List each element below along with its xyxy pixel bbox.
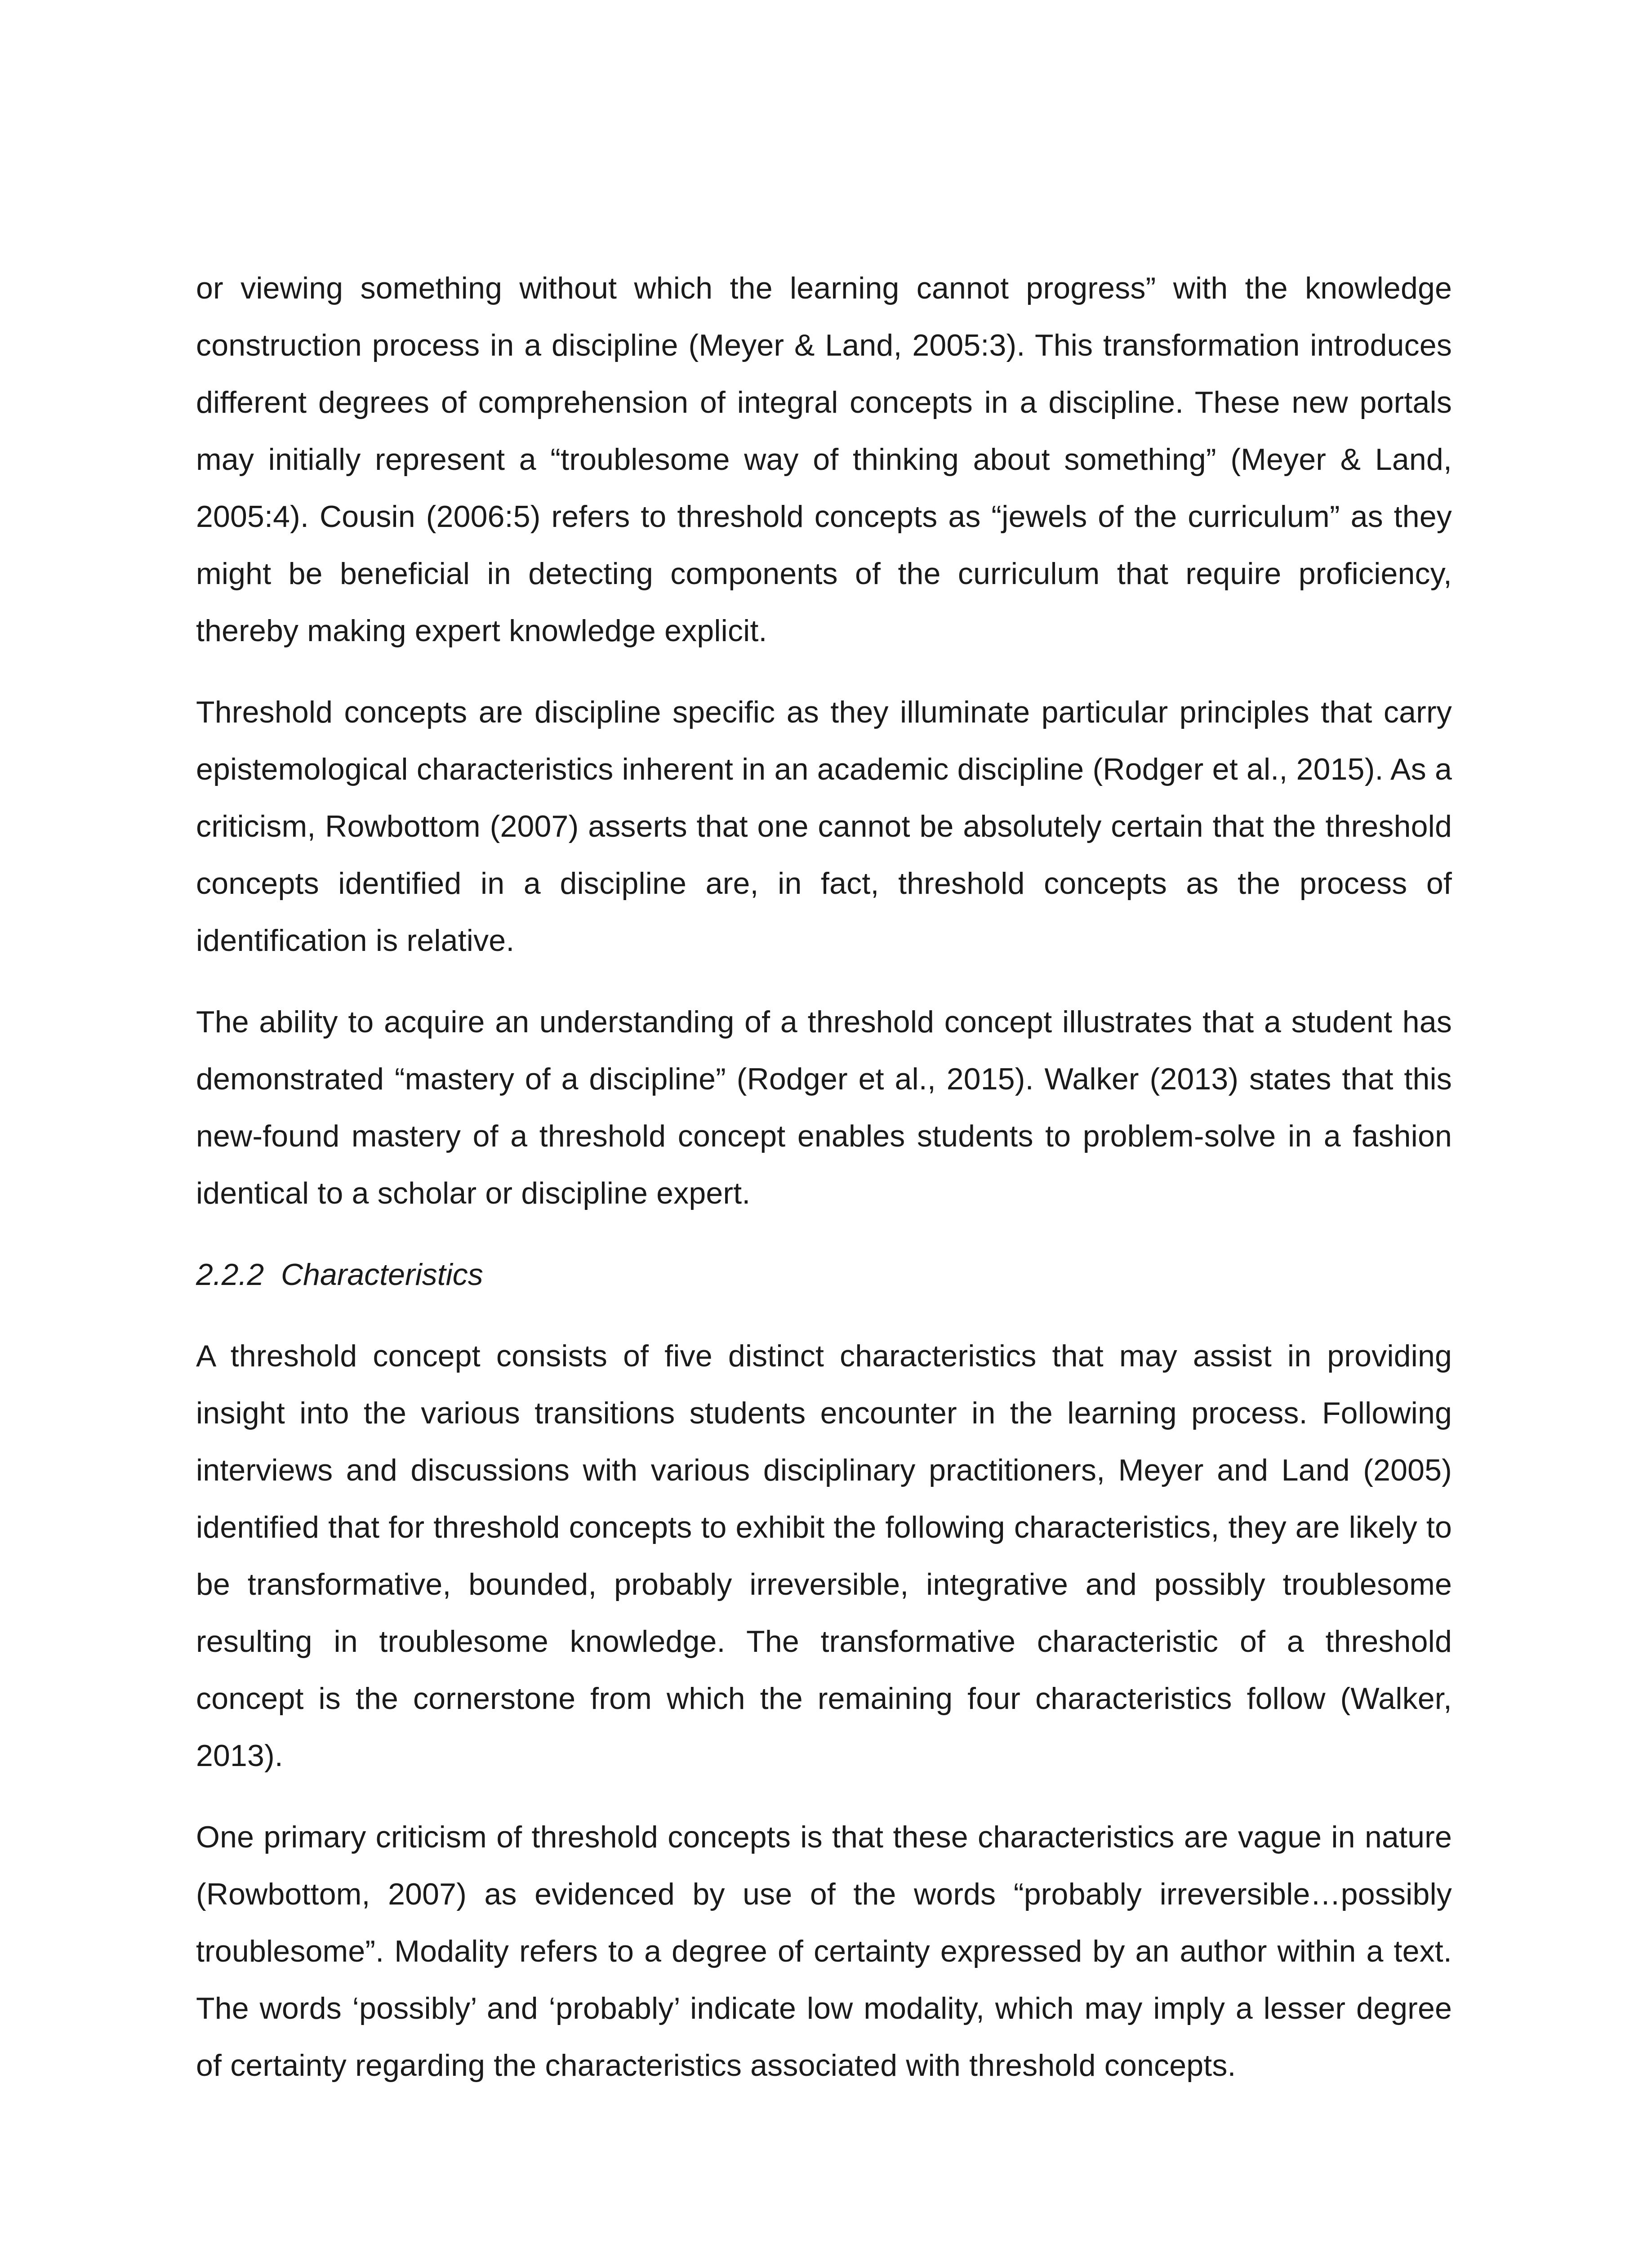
paragraph-mastery: The ability to acquire an understanding of a threshold concept illustrates that a student has demonstrated “mastery of a discipline” (Rodger et al., 2015). Walker (2013) states that this new-found mastery of a threshold concept enables students to problem-solve in a fashion identical to a scholar or discipline expert. bbox=[196, 1005, 1452, 1210]
paragraph-gap bbox=[196, 660, 1452, 684]
paragraph-threshold-portal: or viewing something without which the learning cannot progress” with the knowledge construction process in a discipline (Meyer & Land, 2005:3). This transformation introduces different degrees of comprehension of integral concepts in a discipline. These new portals may initially represent a “troublesome way of thinking about something” (Meyer & Land, 2005:4). Cousin (2006:5) refers to threshold concepts as “jewels of the curriculum” as they might be beneficial in detecting components of the curriculum that require proficiency, thereby making expert knowledge explicit. bbox=[196, 271, 1452, 648]
paragraph-five-characteristics: A threshold concept consists of five distinct characteristics that may assist in providing insight into the various transitions students encounter in the learning process. Following interviews and discussions with various disciplinary practitioners, Meyer and Land (2005) identified that for threshold concepts to exhibit the following characteristics, they are likely to be transformative, bounded, probably irreversible, integrative and possibly troublesome resulting in troublesome knowledge. The transformative characteristic of a threshold concept is the cornerstone from which the remaining four characteristics follow (Walker, 2013). bbox=[196, 1339, 1452, 1773]
paragraph-discipline-specific: Threshold concepts are discipline specific as they illuminate particular principles that carry epistemological characteristics inherent in an academic discipline (Rodger et al., 2015). As a criticism, Rowbottom (2007) asserts that one cannot be absolutely certain that the threshold concepts identified in a discipline are, in fact, threshold concepts as the process of identification is relative. bbox=[196, 695, 1452, 958]
section-heading: 2.2.2 Characteristics bbox=[196, 1258, 483, 1292]
paragraph-gap bbox=[196, 1303, 1452, 1328]
paragraph-gap bbox=[196, 969, 1452, 994]
paragraph-criticism-modality: One primary criticism of threshold concepts is that these characteristics are vague in nature (Rowbottom, 2007) as evidenced by use of the words “probably irreversible…possibly troublesome”. Modality refers to a degree of certainty expressed by an author within a text. The words ‘possibly’ and ‘probably’ indicate low modality, which may imply a lesser degree of certainty regarding the characteristics associated with threshold concepts. bbox=[196, 1820, 1452, 2083]
page-body bbox=[196, 260, 1452, 2094]
paragraph-gap bbox=[196, 1784, 1452, 1809]
paragraph-gap bbox=[196, 1222, 1452, 1246]
